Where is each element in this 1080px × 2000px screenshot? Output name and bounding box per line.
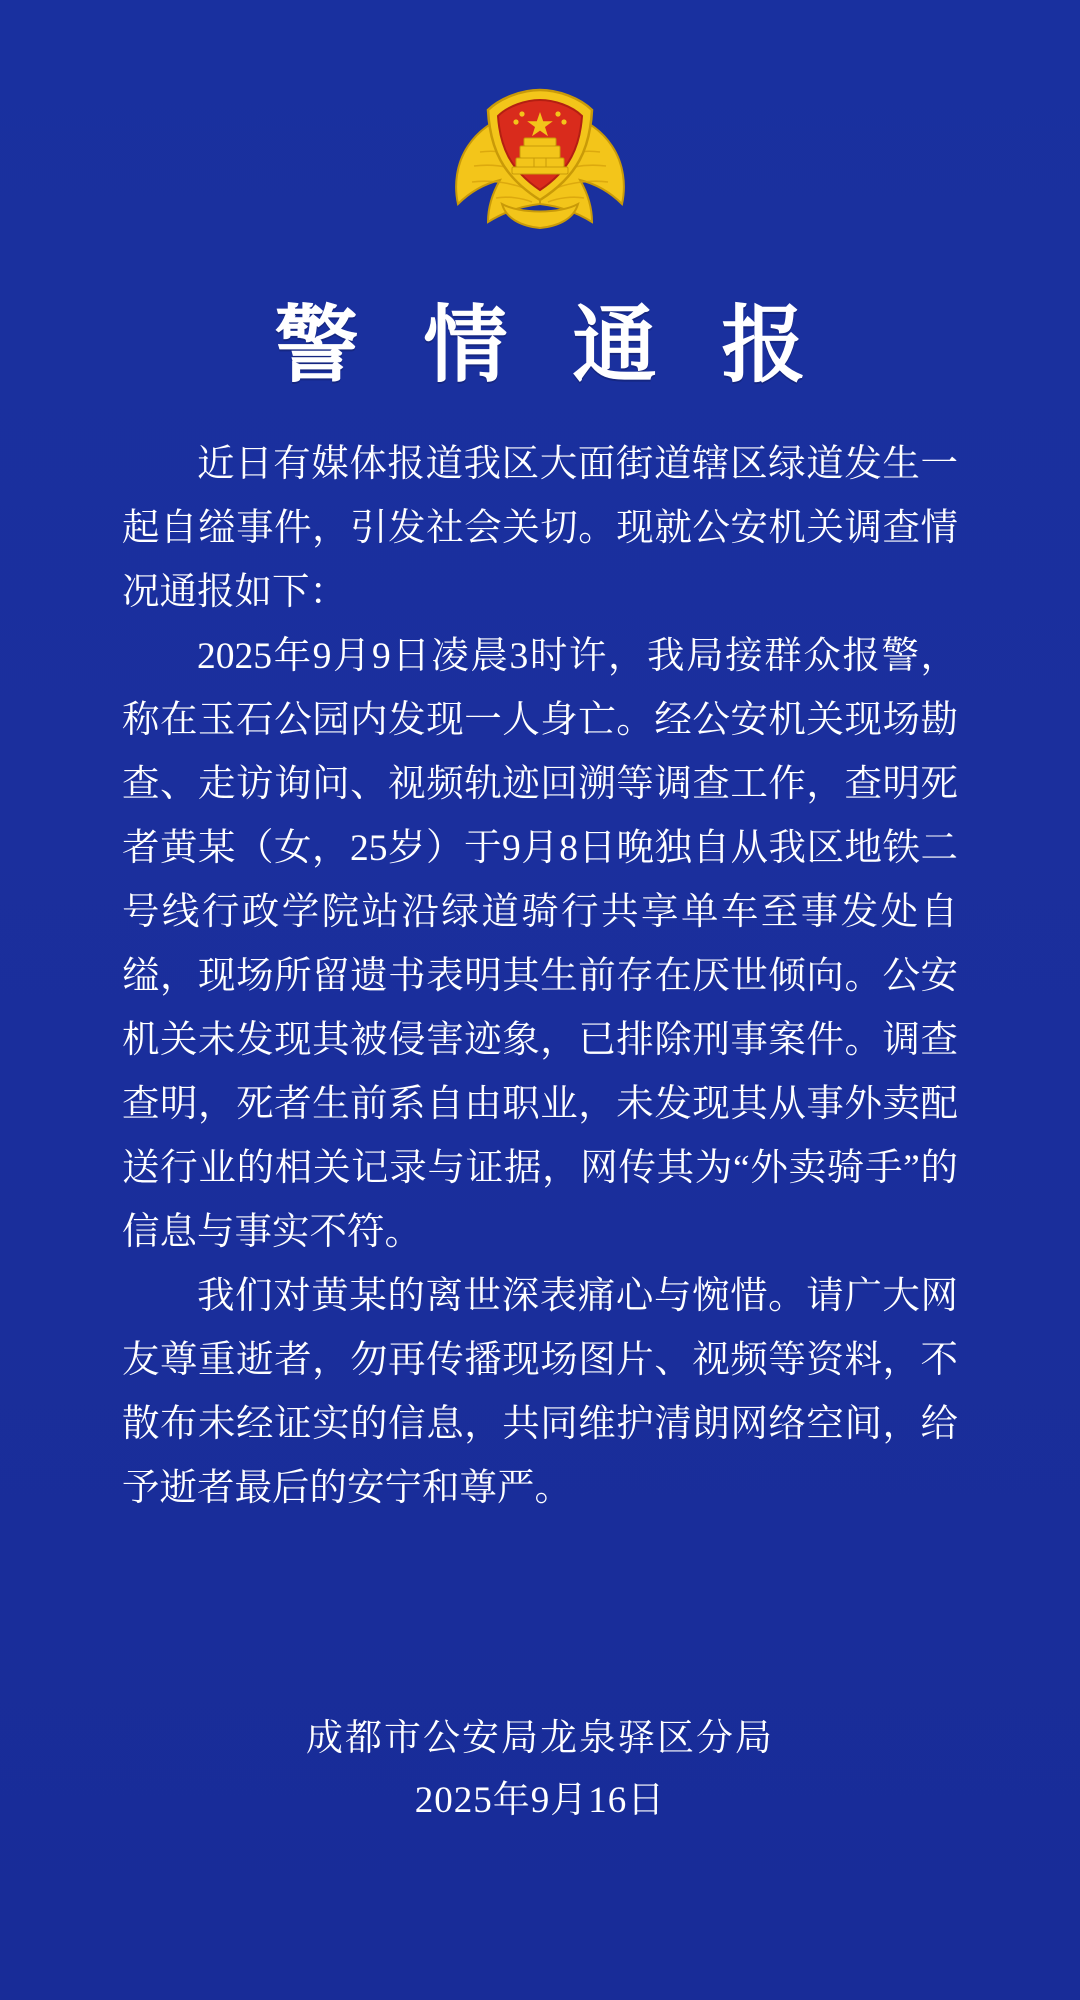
issuing-department: 成都市公安局龙泉驿区分局 [306,1718,774,1759]
notice-paragraph-1: 近日有媒体报道我区大面街道辖区绿道发生一起自缢事件，引发社会关切。现就公安机关调查情况通报如下： [122,444,958,613]
notice-paragraph-3: 我们对黄某的离世深表痛心与惋惜。请广大网友尊重逝者，勿再传播现场图片、视频等资料，不散布未经证实的信息，共同维护清朗网络空间，给予逝者最后的安宁和尊严。 [122,1276,958,1509]
notice-body [122,433,958,1521]
notice-paragraph-2: 2025年9月9日凌晨3时许，我局接群众报警，称在玉石公园内发现一人身亡。经公安机关现场勘查、走访询问、视频轨迹回溯等调查工作，查明死者黄某（女，25岁）于9月8日晚独自从我区地铁二号线行政学院站沿绿道骑行共享单车至事发处自缢，现场所留遗书表明其生前存在厌世倾向。公安机关未发现其被侵害迹象，已排除刑事案件。调查查明，死者生前系自由职业，未发现其从事外卖配送行业的相关记录与证据，网传其为“外卖骑手”的信息与事实不符。 [122,636,958,1253]
china-police-emblem-icon [440,72,640,244]
signature-block [0,1708,1080,1832]
page-title: 警 情 通 报 [274,300,828,393]
issue-date: 2025年9月16日 [414,1780,666,1821]
emblem-container [0,0,1080,244]
